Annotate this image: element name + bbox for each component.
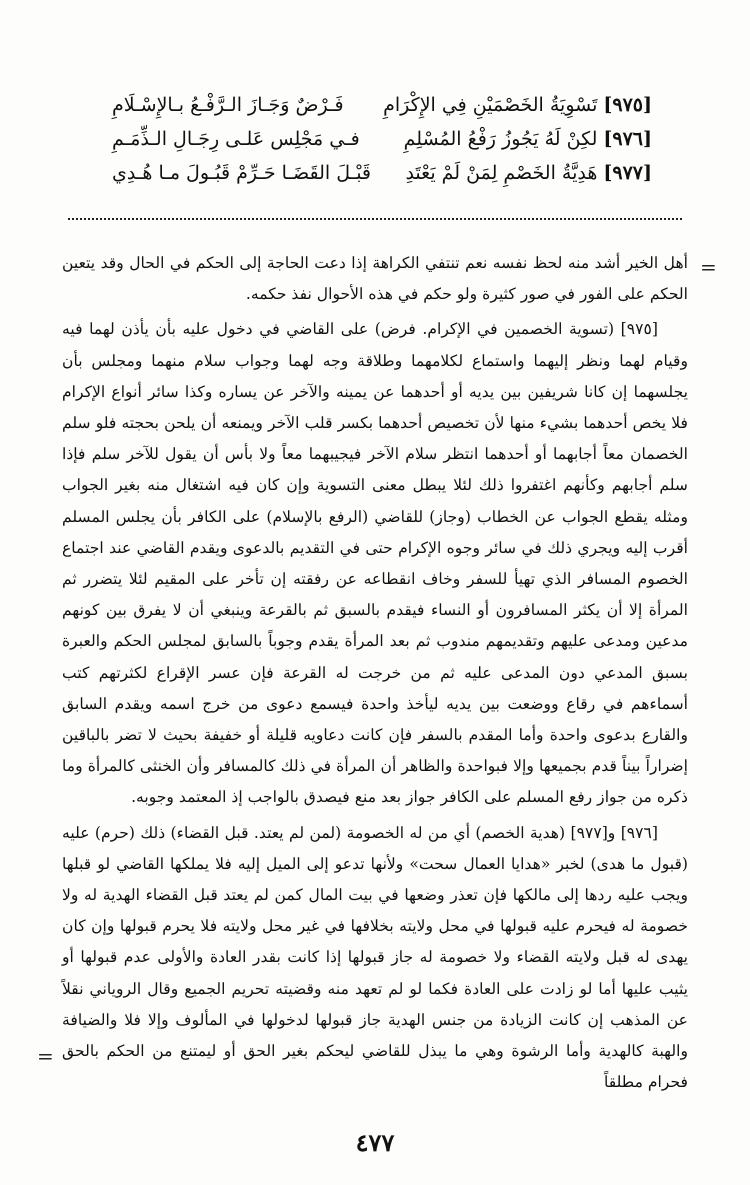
verse-first-text: هَدِيَّةُ الخَصْمِ لِمَنْ لَمْ يَعْتَدِ (405, 162, 598, 184)
dotted-separator (68, 218, 682, 220)
poem-verses (112, 88, 652, 190)
continuation-mark: = (700, 255, 717, 279)
verse-first-hemistich (405, 156, 652, 190)
verse-first-hemistich (383, 88, 652, 122)
continuation-mark: = (37, 1044, 54, 1068)
page-number: ٤٧٧ (355, 1128, 395, 1157)
verse-first-text: لكِنْ لَهُ يَجُوزُ رَفْعُ المُسْلِمِ (403, 128, 598, 150)
verse-975 (112, 88, 652, 122)
commentary-paragraph: [٩٧٦] و[٩٧٧] (هدية الخصم) أي من له الخصومة (لمن لم يعتد. قبل القضاء) ذلك (حرم) عليه (قبول ما هدى) لخبر «هدايا العمال سحت» ولأنها تدعو إلى الميل إليه فلا يملكها القاضي لو قبلها ويجب عليه ردها إلى مالكها فإن تعذر وضعها في بيت المال كمن لم يعتد قبل القضاء الهدية له ولا خصومة له فيحرم عليه قبولها في محل ولايته بخلافها في غير محل ولايته فلا يحرم قبولها وإن كان يهدى له قبل ولايته القضاء ولا خصومة له جاز قبولها إذا كانت بقدر العادة والأولى عدم قبولها أو يثيب عليها أما لو زادت على العادة فكما لو لم تعهد منه وقضيته تحريم الجميع وقال الروياني نقلاً عن المذهب إن كانت الزيادة من جنس الهدية جاز قبولها لدخولها في المألوف وإلا فلا والضيافة والهبة كالهدية وأما الرشوة وهي ما يبذل للقاضي ليحكم بغير الحق أو ليمتنع من الحكم بالحق فحرام مطلقاً (62, 823, 688, 1092)
verse-first-text: تَسْوِيَةُ الخَصْمَيْنِ فِي الإِكْرَامِ (383, 94, 598, 116)
verse-first-hemistich (404, 122, 652, 156)
verse-number: [٩٧٦] (603, 128, 652, 150)
verse-977 (112, 156, 652, 190)
verse-second-hemistich: فـي مَجْلِس عَلـى رِجَـالِ الـذِّمَـمِ (112, 128, 360, 150)
verse-second-hemistich: قَبْـلَ القَضَـا حَـرِّمْ قَبُـولَ مـا هُـدِي (112, 162, 372, 184)
commentary-paragraph: أهل الخير أشد منه لحظ نفسه نعم تنتفي الكراهة إذا دعت الحاجة إلى الحكم في الحال وقد يتعين الحكم على الفور في صور كثيرة ولو حكم في هذه الأحوال نفذ حكمه. (62, 254, 688, 304)
commentary-text (62, 248, 688, 1102)
verse-number: [٩٧٥] (603, 94, 652, 116)
verse-976 (112, 122, 652, 156)
verse-number: [٩٧٧] (603, 162, 652, 184)
commentary-paragraph: [٩٧٥] (تسوية الخصمين في الإكرام. فرض) على القاضي في دخول عليه بأن يأذن لهما فيه وقيام لهما ونظر إليهما واستماع لكلامهما وطلاقة وجه لهما وجواب سلام منهما ومجلس بأن يجلسهما إن كانا شريفين بين يديه أو أحدهما عن يمينه والآخر عن يساره وكذا سائر أنواع الإكرام فلا يخص أحدهما بشيء منها لأن تخصيص أحدهما بكسر قلب الآخر ويمنعه أن يلحن بحجته فلو سلم الخصمان معاً أجابهما أو أحدهما انتظر سلام الآخر فيجيبهما معاً ولا بأس أن يقول للآخر سلم فإذا سلم أجابهم وكأنهم اغتفروا ذلك لئلا يبطل معنى التسوية وإن كان فيه اشتغال منه بغير الجواب ومثله يقطع الجواب عن الخطاب (وجاز) للقاضي (الرفع بالإسلام) على الكافر بأن يجلس المسلم أقرب إليه ويجري ذلك في سائر وجوه الإكرام حتى في التقديم بالدعوى ويقدم القاضي عند اجتماع الخصوم المسافر الذي تهيأ للسفر وخاف انقطاعه عن رفقته إن تأخر على المقيم لئلا يتضرر ثم المرأة إلا أن يكثر المسافرون أو النساء فيقدم بالسبق ثم بالقرعة وينبغي أن لا يفرق بين كونهم مدعين ومدعى عليهم وتقديمهم مندوب ثم بعد المرأة يقدم وجوباً بالسابق لمجلس الحكم والعبرة بسبق المدعي دون المدعى عليه ثم من خرجت له القرعة فإن عسر الإقراع لكثرتهم كتب أسماءهم في رقاع ووضعت بين يديه ليأخذ واحدة فيسمع دعوى من خرج اسمه ويقدم السابق والقارع بدعوى واحدة وأما المقدم بالسفر فإن كانت دعاويه قليلة أو خفيفة بحيث لا تضر بالباقين إضراراً بيناً قدم بجميعها وإلا فبواحدة والظاهر أن المرأة في ذلك كالمسافر وأن الخنثى كالمرأة وما ذكره من جواز رفع المسلم على الكافر جواز بعد منع فيصدق بالواجب إذ المعتمد وجوبه. (62, 320, 688, 807)
verse-second-hemistich: فَـرْضٌ وَجَـازَ الـرَّفْـعُ بـالإِسْـلَامِ (112, 94, 344, 116)
